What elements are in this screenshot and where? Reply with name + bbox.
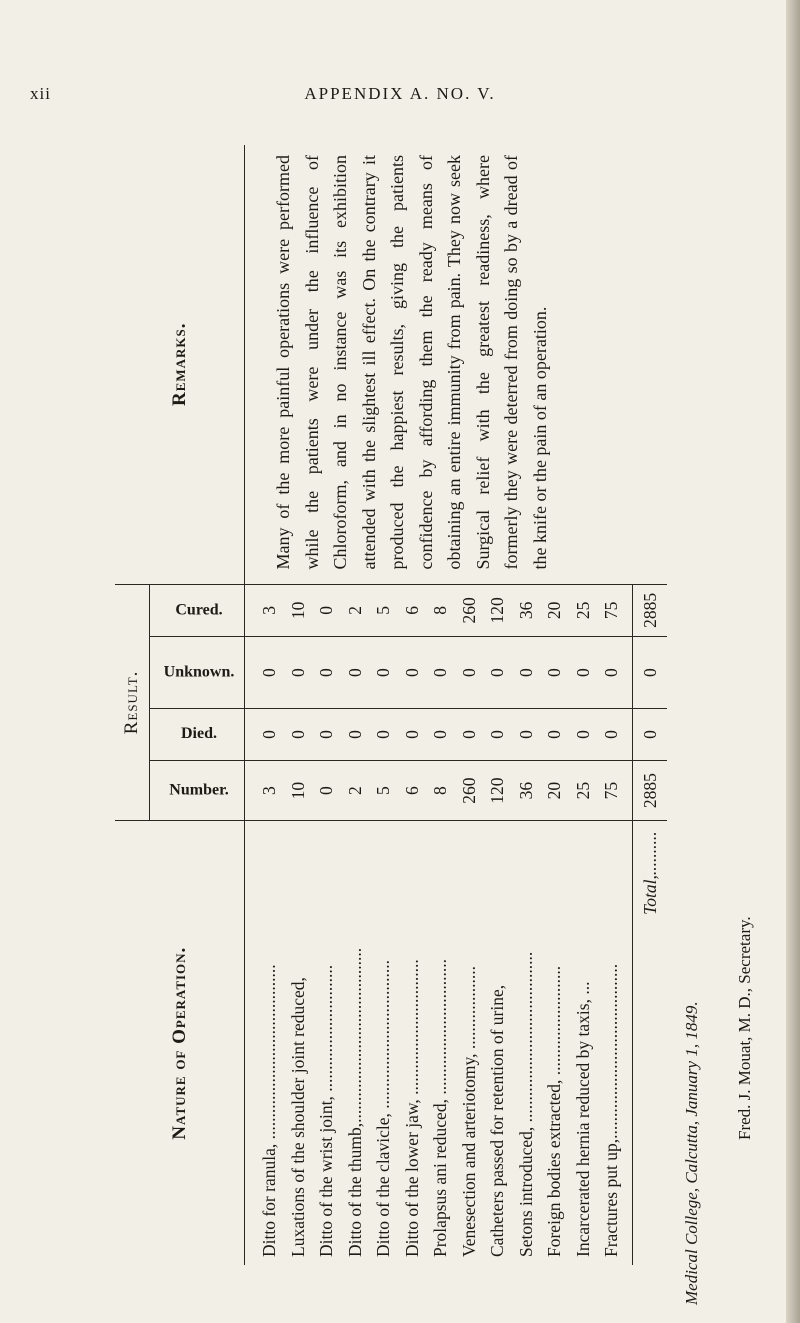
signature: Fred. J. Mouat, M. D., Secretary. — [735, 916, 754, 1140]
table-cell-number: 3 — [259, 786, 279, 796]
table-cell-cured: 3 — [259, 606, 279, 615]
page-number: xii — [30, 84, 51, 103]
table-row-operation: Ditto of the wrist joint, ............................. — [316, 964, 336, 1257]
table-cell-died: 0 — [544, 730, 564, 739]
table-cell-died: 0 — [259, 730, 279, 739]
table-cell-died: 0 — [572, 730, 593, 739]
table-cell-unknown: 0 — [259, 668, 279, 677]
table-cell-cured: 2 — [344, 606, 365, 615]
table-cell-number: 8 — [430, 786, 450, 796]
running-head: APPENDIX A. NO. V. — [304, 84, 496, 103]
rotated-table-container — [115, 145, 660, 1265]
table-cell-cured: 120 — [487, 597, 507, 624]
table-cell-cured: 25 — [572, 601, 593, 620]
table-row-operation: Ditto of the lower jaw, ............................... — [401, 959, 422, 1257]
table-cell-died: 0 — [515, 730, 536, 739]
total-number: 2885 — [632, 761, 667, 820]
header-died: Died. — [150, 708, 245, 760]
table-cell-number: 6 — [401, 786, 422, 796]
scan-edge-shadow — [786, 0, 800, 1323]
total-label: Total,.......... — [632, 821, 667, 1265]
table-cell-number: 20 — [544, 781, 564, 800]
table-cell-unknown: 0 — [430, 668, 450, 677]
table-row-operation: Foreign bodies extracted, ......................... — [544, 965, 564, 1257]
page-header — [0, 84, 800, 114]
table-cell-unknown: 0 — [344, 668, 365, 677]
operations-table — [115, 145, 667, 1265]
table-row-operation: Prolapsus ani reduced, ............................... — [430, 959, 450, 1257]
table-cell-died: 0 — [487, 730, 507, 739]
table-cell-number: 25 — [572, 781, 593, 800]
table-cell-number: 5 — [373, 786, 393, 796]
header-result: Result. — [115, 584, 150, 821]
header-unknown: Unknown. — [150, 637, 245, 709]
operations-column — [245, 821, 667, 1265]
table-cell-cured: 10 — [287, 601, 308, 620]
table-cell-died: 0 — [458, 730, 479, 739]
table-cell-unknown: 0 — [287, 668, 308, 677]
table-cell-cured: 75 — [601, 601, 621, 620]
table-cell-unknown: 0 — [572, 668, 593, 677]
table-row-operation: Fractures put up,........................................ — [601, 963, 621, 1257]
table-row-operation: Ditto of the thumb,........................................ — [344, 947, 365, 1257]
table-cell-cured: 0 — [316, 606, 336, 615]
table-row-operation: Setons introduced, ....................................... — [515, 951, 536, 1257]
table-cell-number: 120 — [487, 777, 507, 804]
table-row-operation: Catheters passed for retention of urine, — [487, 984, 507, 1257]
total-died: 0 — [632, 709, 667, 760]
table-cell-number: 0 — [316, 786, 336, 796]
table-cell-number: 75 — [601, 781, 621, 800]
header-number: Number. — [150, 760, 245, 820]
total-unknown: 0 — [632, 637, 667, 708]
table-cell-cured: 36 — [515, 601, 536, 620]
dateline: Medical College, Calcutta, January 1, 1849. — [682, 1001, 701, 1305]
cured-column — [245, 584, 667, 637]
table-cell-cured: 8 — [430, 606, 450, 615]
table-cell-unknown: 0 — [487, 668, 507, 677]
table-cell-unknown: 0 — [601, 668, 621, 677]
remarks-column — [245, 145, 667, 584]
table-row-operation: Incarcerated hernia reduced by taxis, ... — [572, 981, 593, 1257]
table-cell-died: 0 — [601, 730, 621, 739]
table-cell-died: 0 — [316, 730, 336, 739]
table-cell-unknown: 0 — [316, 668, 336, 677]
header-remarks: Remarks. — [115, 145, 245, 584]
table-cell-cured: 6 — [401, 606, 422, 615]
unknown-column — [245, 637, 667, 709]
table-cell-cured: 20 — [544, 601, 564, 620]
table-cell-unknown: 0 — [373, 668, 393, 677]
header-nature: Nature of Operation. — [115, 821, 245, 1265]
table-cell-died: 0 — [373, 730, 393, 739]
table-row-operation: Venesection and arteriotomy, ................... — [458, 966, 479, 1257]
table-cell-number: 36 — [515, 781, 536, 800]
table-row-operation: Luxations of the shoulder joint reduced, — [287, 977, 308, 1257]
table-cell-number: 10 — [287, 781, 308, 800]
table-cell-number: 2 — [344, 786, 365, 796]
table-cell-cured: 5 — [373, 606, 393, 615]
table-row-operation: Ditto for ranula, ........................................ — [259, 964, 279, 1257]
table-cell-died: 0 — [401, 730, 422, 739]
number-column — [245, 760, 667, 820]
remarks-text: Many of the more painful operations were performed while the patients were under the influence of Chloroform, and in no instance was its exhibition attended with the slightest ill effect. On the contrary it produced the happiest results, giving the patients confidence by affording them the ready means of obtaining an entire immunity from pain. They now seek Surgical relief with the greatest readiness, where formerly they were deterred from doing so by a dread of the knife or the pain of an operation. — [273, 155, 550, 570]
total-cured: 2885 — [632, 585, 667, 637]
table-cell-cured: 260 — [458, 597, 479, 624]
table-cell-unknown: 0 — [458, 668, 479, 677]
table-cell-unknown: 0 — [515, 668, 536, 677]
died-column — [245, 708, 667, 760]
table-cell-unknown: 0 — [401, 668, 422, 677]
table-cell-died: 0 — [430, 730, 450, 739]
table-cell-number: 260 — [458, 777, 479, 804]
table-cell-died: 0 — [344, 730, 365, 739]
header-cured: Cured. — [150, 584, 245, 637]
table-row-operation: Ditto of the clavicle, .................................. — [373, 960, 393, 1257]
table-cell-unknown: 0 — [544, 668, 564, 677]
table-cell-died: 0 — [287, 730, 308, 739]
